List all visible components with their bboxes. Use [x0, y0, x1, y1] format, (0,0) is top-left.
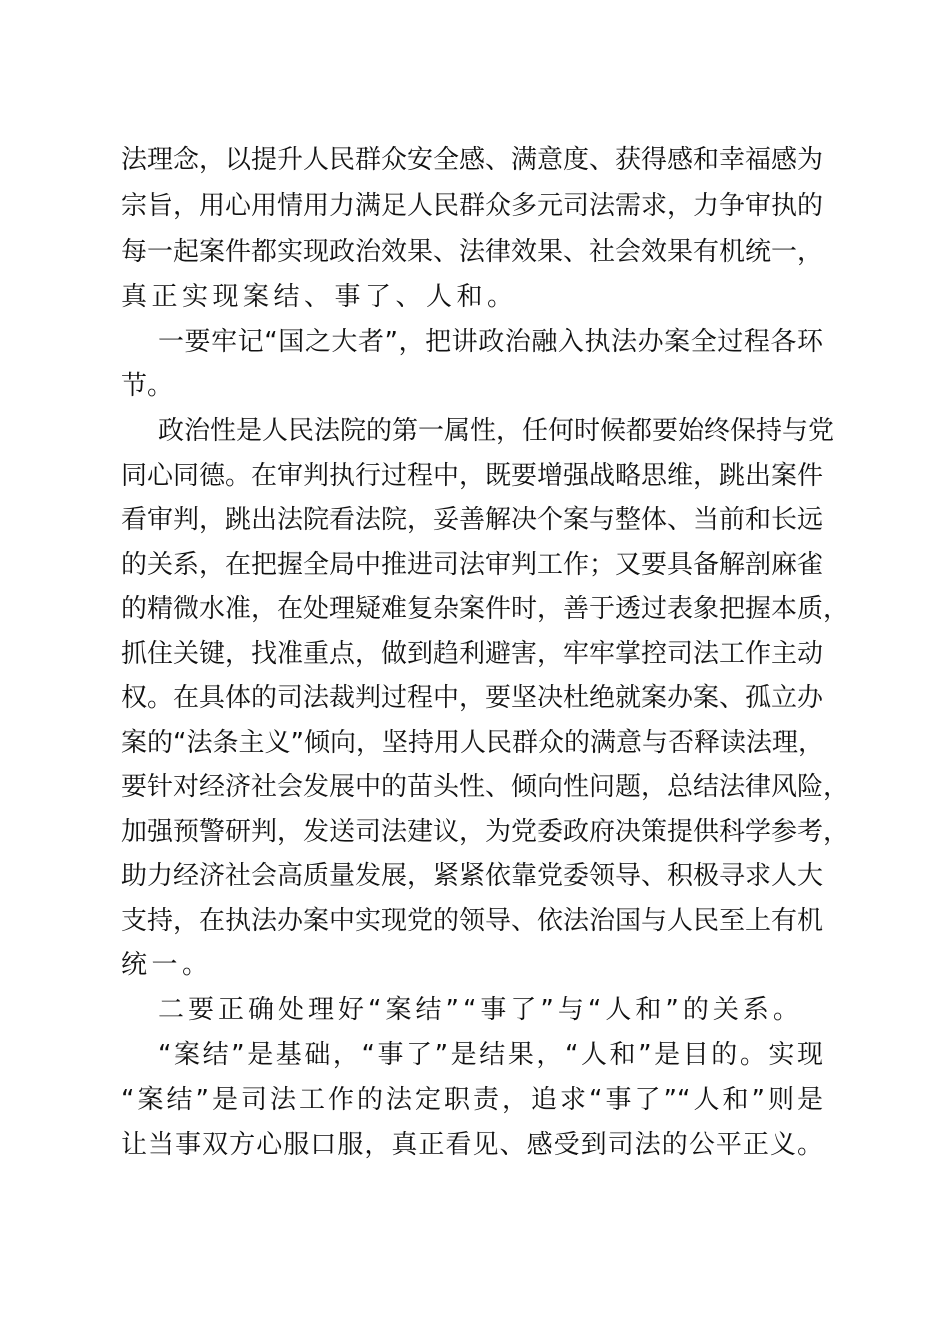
- text-line: 支持，在执法办案中实现党的领导、依法治国与人民至上有机: [121, 906, 824, 936]
- text-line: 权。在具体的司法裁判过程中，要坚决杜绝就案办案、孤立办: [121, 683, 824, 713]
- text-line: 宗旨，用心用情用力满足人民群众多元司法需求，力争审执的: [121, 191, 824, 221]
- text-line: 抓住关键，找准重点，做到趋利避害，牢牢掌控司法工作主动: [121, 639, 824, 669]
- text-line: 同心同德。在审判执行过程中，既要增强战略思维，跳出案件: [121, 461, 824, 491]
- section-heading: 二要正确处理好“案结”“事了”与“人和”的关系。: [158, 995, 803, 1025]
- text-line: 节。: [121, 371, 174, 401]
- text-line: “案结”是司法工作的法定职责，追求“事了”“人和”则是: [121, 1085, 823, 1115]
- text-line: 政治性是人民法院的第一属性，任何时候都要始终保持与党: [158, 416, 835, 446]
- text-line: 统一。: [121, 950, 213, 980]
- text-line: 助力经济社会高质量发展，紧紧依靠党委领导、积极寻求人大: [121, 861, 824, 891]
- text-line: 要针对经济社会发展中的苗头性、倾向性问题，总结法律风险，: [121, 772, 850, 802]
- text-line: 真正实现案结、事了、人和。: [121, 282, 518, 312]
- text-line: 看审判，跳出法院看法院，妥善解决个案与整体、当前和长远: [121, 505, 824, 535]
- text-line: 让当事双方心服口服，真正看见、感受到司法的公平正义。: [121, 1130, 823, 1160]
- section-heading: 一要牢记“国之大者”，把讲政治融入执法办案全过程各环: [158, 327, 823, 357]
- text-line: “案结”是基础，“事了”是结果，“人和”是目的。实现: [158, 1040, 823, 1070]
- text-line: 的精微水准，在处理疑难复杂案件时，善于透过表象把握本质，: [121, 594, 850, 624]
- text-line: 法理念，以提升人民群众安全感、满意度、获得感和幸福感为: [121, 145, 824, 175]
- text-line: 每一起案件都实现政治效果、法律效果、社会效果有机统一，: [121, 237, 824, 267]
- text-line: 案的“法条主义”倾向，坚持用人民群众的满意与否释读法理，: [121, 728, 824, 758]
- text-line: 加强预警研判，发送司法建议，为党委政府决策提供科学参考，: [121, 817, 850, 847]
- text-line: 的关系，在把握全局中推进司法审判工作；又要具备解剖麻雀: [121, 550, 824, 580]
